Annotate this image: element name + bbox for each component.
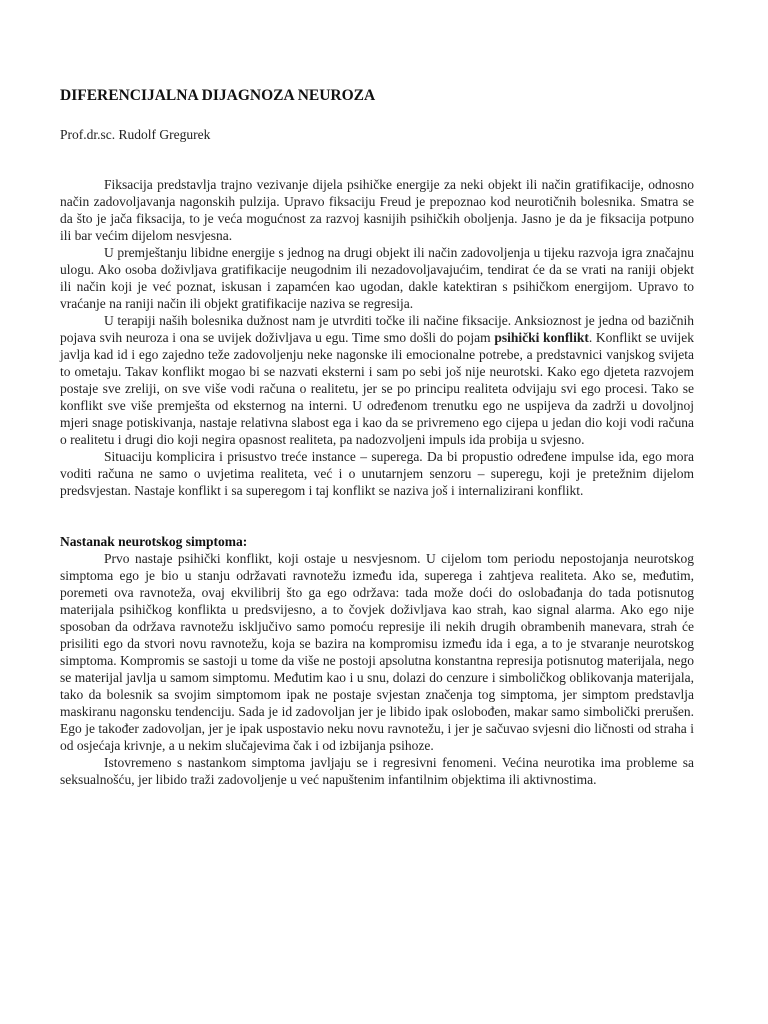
paragraph-text-after: . Konflikt se uvijek javlja kad id i ego zajedno teže zadovoljenju neke nagonske ili emocionalne potrebe, a predstavnici vanjskog svijeta to ometaju. Takav konflikt mogao bi se nazvati eksterni i sam po sebi još nije neurotski. Kako ego djeteta razvojem postaje sve zreliji, on sve više vodi računa o realitetu, jer se po principu realiteta odvijaju svi ego procesi. Tako se konflikt sve više premješta od eksternog na interni. U određenom trenutku ego ne uspijeva da zadrži u dovoljnoj mjeri snage potiskivanja, nastaje relativna slabost ega i kao da se privremeno ego cijepa u jedan dio koji vodi računa o realitetu i drugi dio koji negira opasnost realiteta, pa nadozvoljeni impuls ida probija u svjesno. (60, 330, 694, 447)
bold-term-psihicki-konflikt: psihički konflikt (494, 330, 589, 345)
paragraph-psihicki-konflikt (60, 312, 694, 448)
paragraph-text-before: U terapiji naših bolesnika dužnost nam je utvrditi točke ili načine fiksacije. Anksioznost je jedna od bazičnih pojava svih neuroza i ona se uvijek doživljava u egu. Time smo došli do pojam (60, 313, 694, 345)
document-title: DIFERENCIJALNA DIJAGNOZA NEUROZA (60, 87, 376, 104)
paragraph-superego: Situaciju komplicira i prisustvo treće instance – superega. Da bi propustio određene impulse ida, ego mora voditi računa ne samo o uvjetima realiteta, već i o unutarnjem senzoru – superegu, koji je pretežnim dijelom predsvjestan. Nastaje konflikt i sa superegom i taj konflikt se naziva još i internalizirani konflikt. (60, 449, 694, 498)
document-author: Prof.dr.sc. Rudolf Gregurek (60, 127, 211, 142)
section-heading-neurotski-simptom: Nastanak neurotskog simptoma: (60, 534, 248, 549)
paragraph-fiksacija: Fiksacija predstavlja trajno vezivanje dijela psihičke energije za neki objekt ili način gratifikacije, odnosno način zadovoljavanja nagonskih pulzija. Upravo fiksaciju Freud je prepoznao kod neurotičnih bolesnika. Smatra se da što je jača fiksacija, to je veća mogućnost za razvoj kasnijih psihičkih oboljenja. Jasno je da je fiksacija potpuno ili bar većim dijelom nesvjesna. (60, 177, 694, 243)
paragraph-nastanak-simptoma: Prvo nastaje psihički konflikt, koji ostaje u nesvjesnom. U cijelom tom periodu nepostojanja neurotskog simptoma ego je bio u stanju održavati ravnotežu između ida, superega i zahtjeva realiteta. Ako se, međutim, poremeti ova ravnoteža, ovaj ekvilibrij što ga ego održava: tada može doći do oslobađanja do tada potisnutog materijala psihičkog konflikta u predsvijesno, a to čovjek doživljava kao strah, kao signal alarma. Ako ego nije sposoban da održava ravnotežu isključivo samo pomoću represije ili nekih drugih obrambenih manevara, strah će prisiliti ego da stvori novu ravnotežu, koja se bazira na kompromisu između ida i ega, a to je stvaranje neurotskog simptoma. Kompromis se sastoji u tome da više ne postoji apsolutna konstantna represija potisnutog materijala, nego se materijal javlja u samom simptomu. Međutim kao i u snu, dolazi do cenzure i simboličkog oblikovanja materijala, tako da bolesnik sa svojim simptomom ipak ne postaje svjestan značenja tog simptoma, jer simptom predstavlja maskiranu nagonsku tendenciju. Sada je id zadovoljan jer je libido ipak oslobođen, makar samo simbolički prerušen. Ego je također zadovoljan, jer je ipak uspostavio neku novu ravnotežu, i jer je sačuvao svjesni dio ličnosti od straha i od osjećaja krivnje, a u nekim slučajevima čak i od izbijanja psihoze. (60, 551, 694, 753)
section-gap (60, 499, 694, 533)
paragraph-regresija: U premještanju libidne energije s jednog na drugi objekt ili način zadovoljenja u tijeku razvoja igra značajnu ulogu. Ako osoba doživljava gratifikacije neugodnim ili nezadovoljavajućim, tendirat će da se vrati na raniji objekt ili način koji je već poznat, iskusan i zapamćen kao ugodan, dakle katektiran s psihičkom energijom. Upravo to vraćanje na raniji način ili objekt gratifikacije naziva se regresija. (60, 245, 694, 311)
paragraph-regresivni-fenomeni: Istovremeno s nastankom simptoma javljaju se i regresivni fenomeni. Većina neurotika ima probleme sa seksualnošću, jer libido traži zadovoljenje u već napuštenim infantilnim objektima ili aktivnostima. (60, 755, 694, 787)
